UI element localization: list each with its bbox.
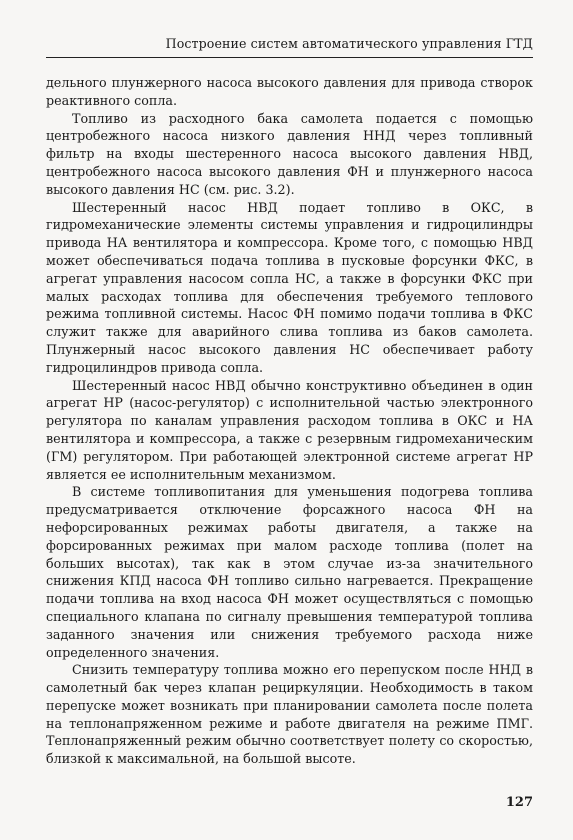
paragraph: Шестеренный насос НВД подает топливо в ОКС, в гидромеханические элементы системы управления и гидроцилиндры привода НА вентилятора и компрессора. Кроме того, с помощью НВД может обеспечиваться подача топлива в пусковые форсунки ФКС, в агрегат управления насосом сопла НС, а также в форсунки ФКС при малых расходах топлива для обеспечения требуемого теплового режима топливной системы. Насос ФН помимо подачи топлива в ФКС служит также для аварийного слива топлива из баков самолета. Плунжерный насос высокого давления НС обеспечивает работу гидроцилиндров привода сопла. bbox=[46, 199, 533, 375]
running-title: Построение систем автоматического управления ГТД bbox=[165, 36, 533, 51]
paragraph: Снизить температуру топлива можно его перепуском после ННД в самолетный бак через клапан рециркуляции. Необходимость в таком перепуске может возникать при планировании самолета после полета на теплонапряженном режиме и работе двигателя на режиме ПМГ. Теплонапряженный режим обычно соответствует полету со скоростью, близкой к максимальной, на большой высоте. bbox=[46, 662, 533, 767]
body-text bbox=[46, 74, 533, 768]
paragraph: Шестеренный насос НВД обычно конструктивно объединен в один агрегат НР (насос-регулятор) с исполнительной частью электронного регулятора по каналам управления расходом топлива в ОКС и НА вентилятора и компрессора, а также с резервным гидромеханическим (ГМ) регулятором. При работающей электронной системе агрегат НР является ее исполнительным механизмом. bbox=[46, 377, 533, 482]
header-rule bbox=[46, 57, 533, 58]
page-number: 127 bbox=[505, 795, 533, 810]
paragraph: В системе топливопитания для уменьшения подогрева топлива предусматривается отключение форсажного насоса ФН на нефорсированных режимах работы двигателя, а также на форсированных режимах при малом расходе топлива (полет на больших высотах), так как в этом случае из-за значительного снижения КПД насоса ФН топливо сильно нагревается. Прекращение подачи топлива на вход насоса ФН может осуществляться с помощью специального клапана по сигналу превышения температурой топлива заданного значения или снижения требуемого расхода ниже определенного значения. bbox=[46, 484, 533, 660]
paragraph: Топливо из расходного бака самолета подается с помощью центробежного насоса низкого давления ННД через топливный фильтр на входы шестеренного насоса высокого давления НВД, центробежного насоса высокого давления ФН и плунжерного насоса высокого давления НС (см. рис. 3.2). bbox=[46, 110, 533, 197]
paragraph: дельного плунжерного насоса высокого давления для привода створок реактивного сопла. bbox=[46, 75, 533, 108]
